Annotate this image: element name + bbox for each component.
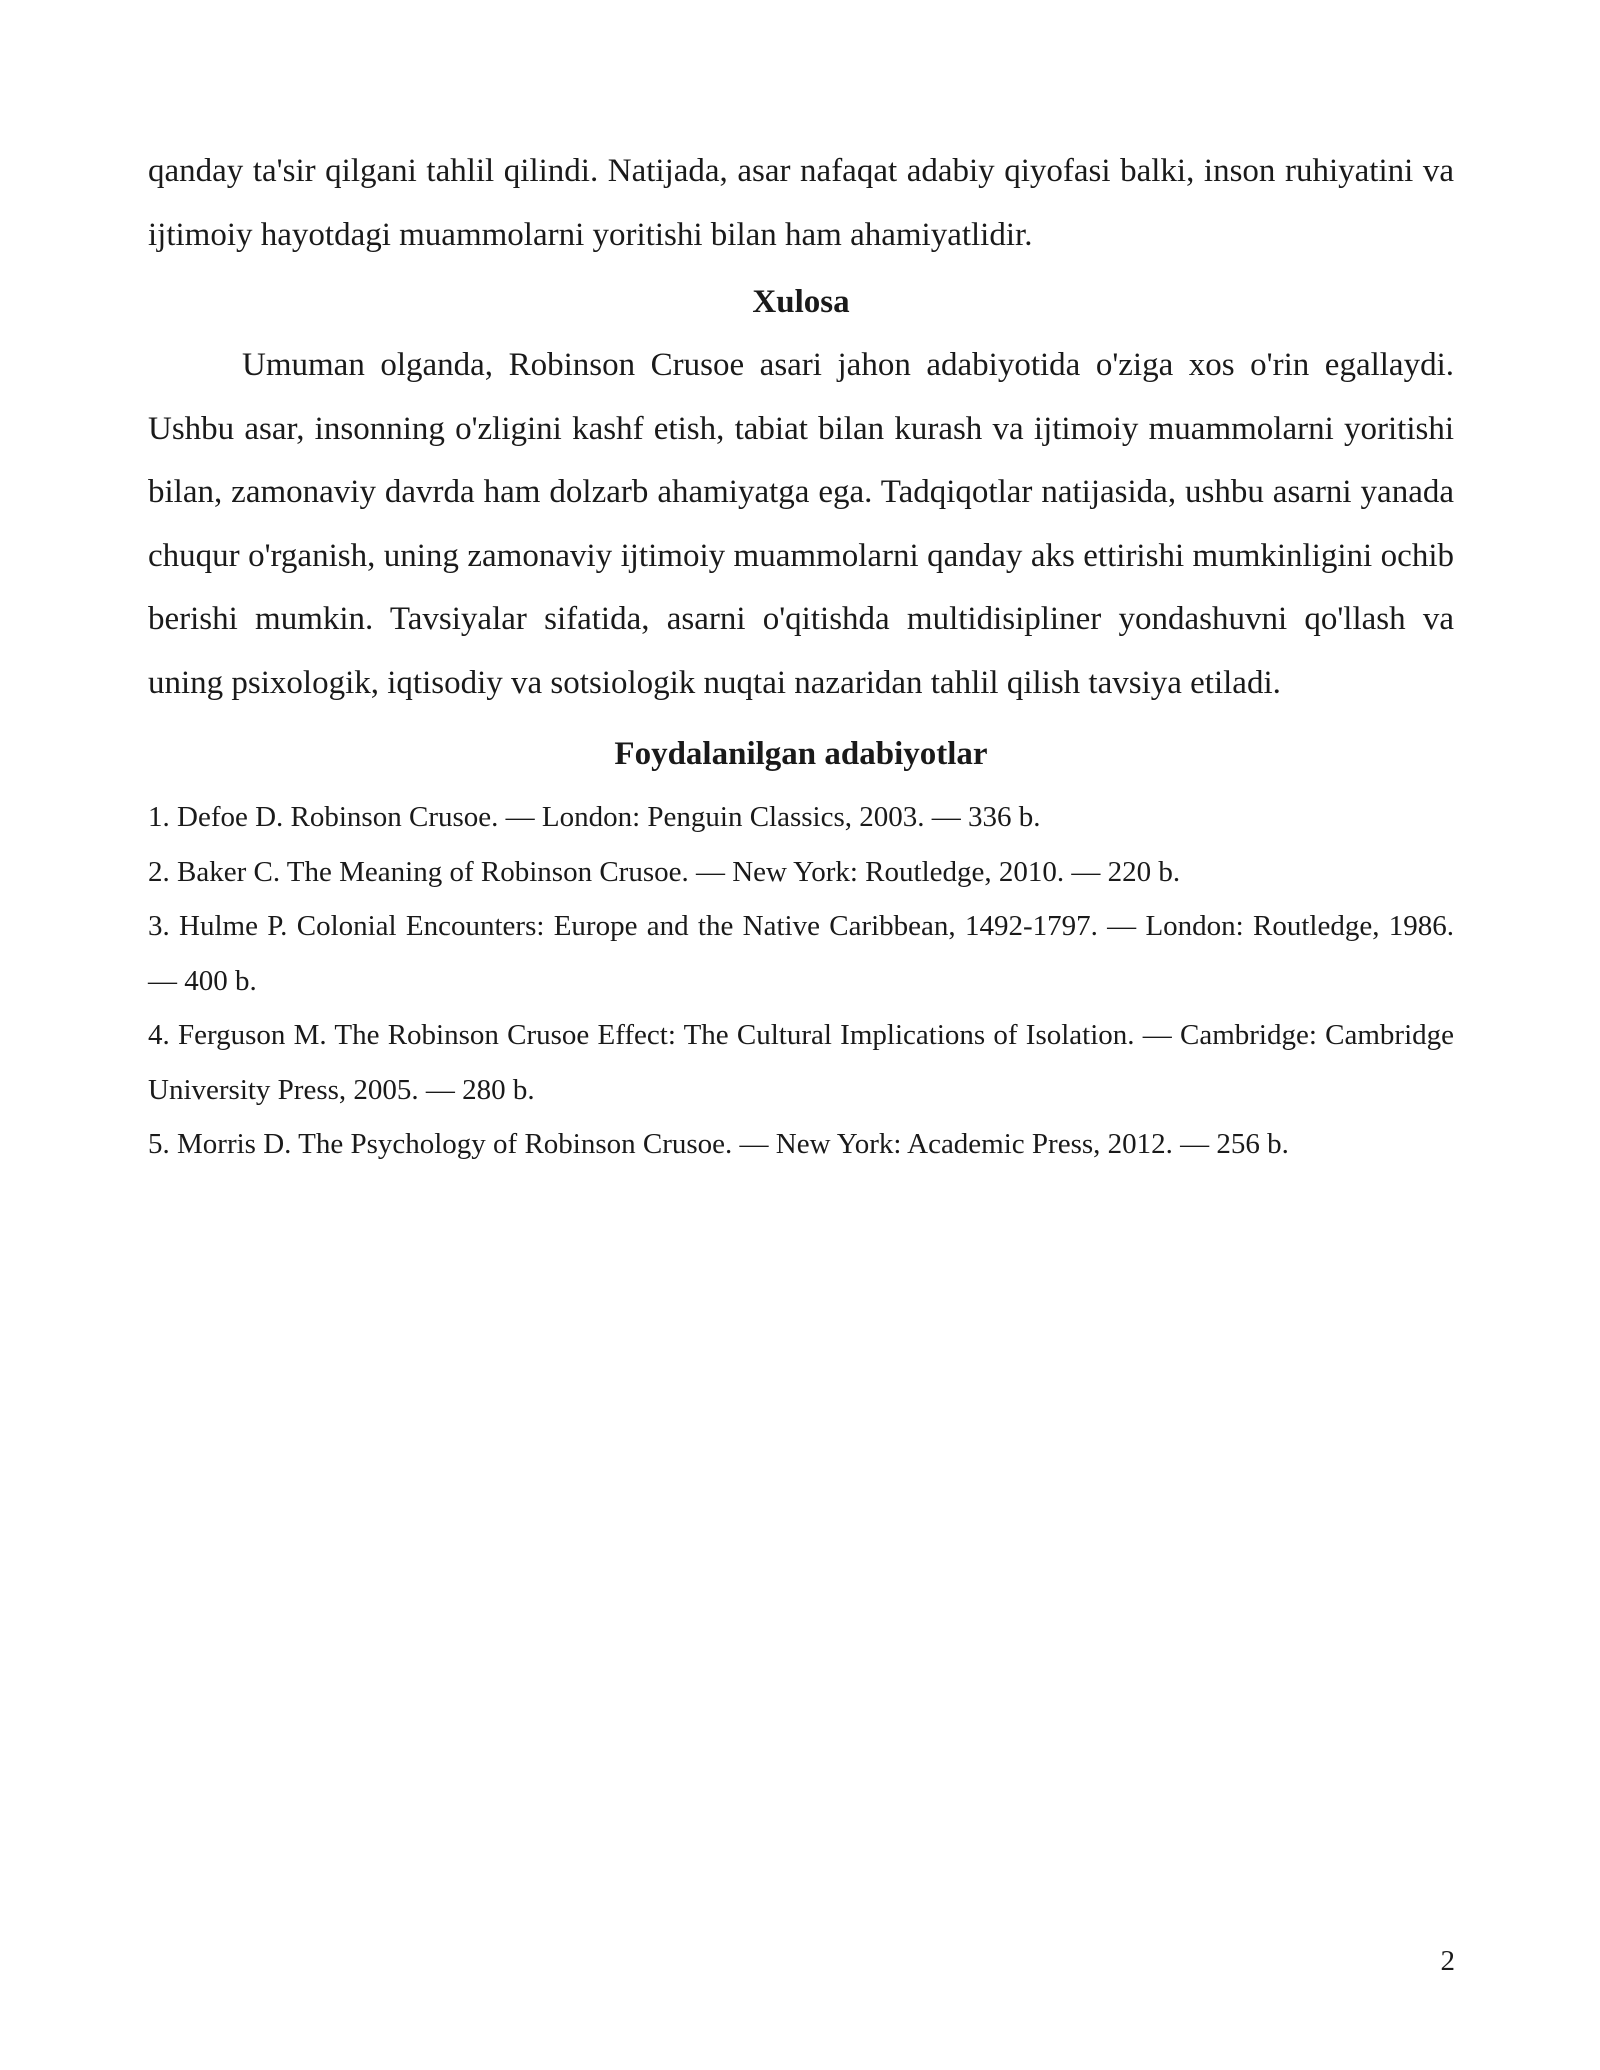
page-number: 2 <box>1440 1945 1455 1977</box>
reference-item-4: 4. Ferguson M. The Robinson Crusoe Effect: The Cultural Implications of Isolation. — Cambridge: Cambridge University Press, 2005. — 280 b. <box>148 1019 1454 1106</box>
conclusion-paragraph: Umuman olganda, Robinson Crusoe asari jahon adabiyotida o'ziga xos o'rin egallaydi. Ushbu asar, insonning o'zligini kashf etish, tabiat bilan kurash va ijtimoiy muammolarni yoritishi bilan, zamonaviy davrda ham dolzarb ahamiyatga ega. Tadqiqotlar natijasida, ushbu asarni yanada chuqur o'rganish, uning zamonaviy ijtimoiy muammolarni qanday aks ettirishi mumkinligini ochib berishi mumkin. Tavsiyalar sifatida, asarni o'qitishda multidisipliner yondashuvni qo'llash va uning psixologik, iqtisodiy va sotsiologik nuqtai nazaridan tahlil qilish tavsiya etiladi. <box>148 347 1454 701</box>
references-heading: Foydalanilgan adabiyotlar <box>614 736 988 772</box>
reference-item-2: 2. Baker C. The Meaning of Robinson Crusoe. — New York: Routledge, 2010. — 220 b. <box>148 855 1181 888</box>
reference-item-5: 5. Morris D. The Psychology of Robinson Crusoe. — New York: Academic Press, 2012. — 256 b. <box>148 1128 1289 1160</box>
document-page <box>148 140 1454 1172</box>
reference-item-1: 1. Defoe D. Robinson Crusoe. — London: Penguin Classics, 2003. — 336 b. <box>148 801 1041 833</box>
references-list <box>148 790 1454 1172</box>
conclusion-heading: Xulosa <box>752 284 850 320</box>
reference-item-3: 3. Hulme P. Colonial Encounters: Europe and the Native Caribbean, 1492-1797. — London: Routledge, 1986. — 400 b. <box>148 910 1454 997</box>
intro-paragraph: qanday ta'sir qilgani tahlil qilindi. Natijada, asar nafaqat adabiy qiyofasi balki, inson ruhiyatini va ijtimoiy hayotdagi muammolarni yoritishi bilan ham ahamiyatlidir. <box>148 153 1454 253</box>
